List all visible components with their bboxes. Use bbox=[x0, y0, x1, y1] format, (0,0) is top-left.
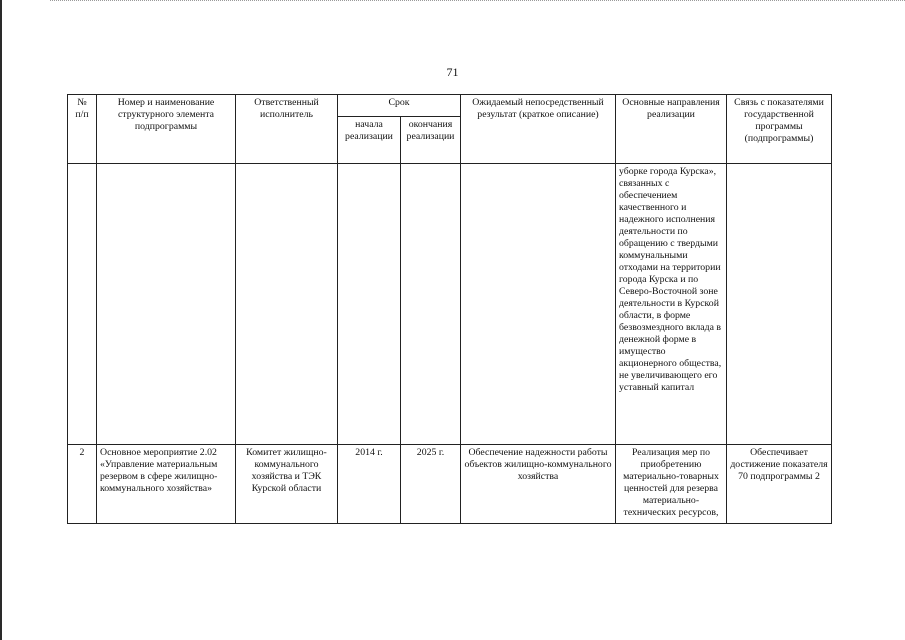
cell-row2-start: 2014 г. bbox=[338, 445, 401, 524]
cell-row2-end: 2025 г. bbox=[401, 445, 461, 524]
header-directions: Основные направления реализации bbox=[616, 95, 727, 164]
header-row-1 bbox=[68, 95, 832, 117]
table-row bbox=[68, 445, 832, 524]
cell-empty-start bbox=[338, 164, 401, 445]
cell-empty-result bbox=[461, 164, 616, 445]
cell-empty-num bbox=[68, 164, 97, 445]
cell-row2-directions: Реализация мер по приобретению материально-товарных ценностей для резерва материально-технических ресурсов, bbox=[616, 445, 727, 524]
program-table bbox=[67, 94, 832, 524]
scan-left-edge bbox=[0, 0, 2, 640]
header-name: Номер и наименование структурного элемента подпрограммы bbox=[97, 95, 236, 164]
page-number: 71 bbox=[446, 65, 459, 79]
scan-top-rule bbox=[50, 0, 905, 2]
header-responsible: Ответственный исполнитель bbox=[236, 95, 338, 164]
cell-empty-link bbox=[727, 164, 832, 445]
header-result: Ожидаемый непосредственный результат (краткое описание) bbox=[461, 95, 616, 164]
cell-row2-link: Обеспечивает достижение показателя 70 подпрограммы 2 bbox=[727, 445, 832, 524]
header-link: Связь с показателями государственной программы (подпрограммы) bbox=[727, 95, 832, 164]
cell-row2-result: Обеспечение надежности работы объектов жилищно-коммунального хозяйства bbox=[461, 445, 616, 524]
header-end: окончания реализации bbox=[401, 117, 461, 164]
cell-empty-responsible bbox=[236, 164, 338, 445]
cell-empty-end bbox=[401, 164, 461, 445]
header-start: начала реализации bbox=[338, 117, 401, 164]
table-row-continued bbox=[68, 164, 832, 445]
header-period: Срок bbox=[338, 95, 461, 117]
cell-directions-continued: уборке города Курска», связанных с обеспечением качественного и надежного исполнения деятельности по обращению с твердыми коммунальными отходами на территории города Курска и по Северо-Восточной зоне деятельности в Курской области, в форме безвозмездного вклада в денежной форме в имущество акционерного общества, не увеличивающего его уставный капитал bbox=[616, 164, 727, 445]
cell-empty-name bbox=[97, 164, 236, 445]
cell-row2-name: Основное мероприятие 2.02 «Управление материальным резервом в сфере жилищно-коммунального хозяйства» bbox=[97, 445, 236, 524]
header-num: № п/п bbox=[68, 95, 97, 164]
cell-row2-num: 2 bbox=[68, 445, 97, 524]
cell-row2-responsible: Комитет жилищно-коммунального хозяйства и ТЭК Курской области bbox=[236, 445, 338, 524]
